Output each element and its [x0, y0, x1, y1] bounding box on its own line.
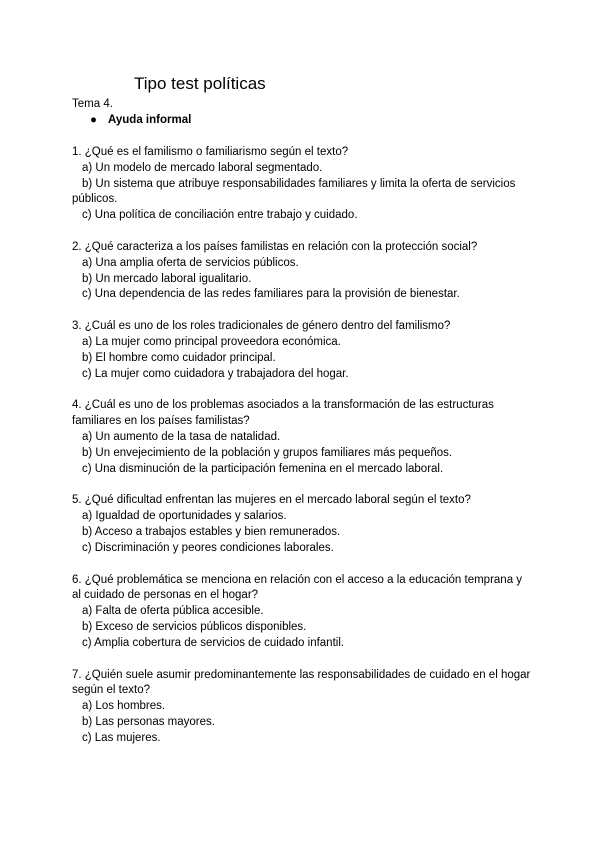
bullet-icon: ●: [90, 114, 97, 126]
question-2: [72, 240, 532, 303]
option-c: c) Amplia cobertura de servicios de cuidado infantil.: [82, 636, 345, 649]
question-text: 1. ¿Qué es el familismo o familiarismo según el texto?: [72, 146, 349, 158]
question-text: 2. ¿Qué caracteriza a los países familistas en relación con la protección social?: [72, 240, 478, 253]
question-6: [72, 573, 532, 652]
option-b: b) Acceso a trabajos estables y bien remunerados.: [82, 525, 341, 538]
option-c: c) La mujer como cuidadora y trabajadora del hogar.: [82, 367, 349, 380]
option-a: a) Un modelo de mercado laboral segmentado.: [82, 161, 323, 174]
option-c: c) Las mujeres.: [82, 731, 161, 744]
question-5: [72, 493, 532, 556]
question-4: [72, 398, 532, 477]
question-1: [72, 145, 532, 224]
option-b: b) Un sistema que atribuye responsabilidades familiares y limita la oferta de servicios públicos.: [72, 177, 516, 206]
topic-label: Tema 4.: [72, 98, 113, 110]
option-b: b) Un mercado laboral igualitario.: [82, 272, 252, 285]
bullet-item: [90, 112, 191, 128]
question-text: 7. ¿Quién suele asumir predominantemente las responsabilidades de cuidado en el hogar según el texto?: [72, 668, 531, 697]
option-c: c) Una dependencia de las redes familiares para la provisión de bienestar.: [82, 288, 460, 301]
option-a: a) Una amplia oferta de servicios públicos.: [82, 256, 299, 269]
option-a: a) Los hombres.: [82, 700, 166, 713]
question-7: [72, 668, 532, 747]
option-a: a) Falta de oferta pública accesible.: [82, 605, 264, 618]
question-text: 5. ¿Qué dificultad enfrentan las mujeres en el mercado laboral según el texto?: [72, 494, 471, 507]
question-text: 3. ¿Cuál es uno de los roles tradicionales de género dentro del familismo?: [72, 320, 451, 333]
option-b: b) Las personas mayores.: [82, 715, 215, 728]
option-b: b) El hombre como cuidador principal.: [82, 351, 276, 364]
option-c: c) Discriminación y peores condiciones laborales.: [82, 541, 334, 554]
document-title: Tipo test políticas: [134, 74, 266, 93]
option-b: b) Exceso de servicios públicos disponibles.: [82, 620, 307, 633]
question-text: 4. ¿Cuál es uno de los problemas asociados a la transformación de las estructuras familiares en los países familistas?: [72, 399, 494, 428]
question-text: 6. ¿Qué problemática se menciona en relación con el acceso a la educación temprana y al cuidado de personas en el hogar?: [72, 573, 523, 602]
option-b: b) Un envejecimiento de la población y grupos familiares más pequeños.: [82, 446, 453, 459]
question-list: [72, 145, 532, 763]
option-a: a) Igualdad de oportunidades y salarios.: [82, 510, 287, 523]
question-3: [72, 319, 532, 382]
option-a: a) La mujer como principal proveedora económica.: [82, 335, 341, 348]
option-c: c) Una disminución de la participación femenina en el mercado laboral.: [82, 462, 444, 475]
option-c: c) Una política de conciliación entre trabajo y cuidado.: [82, 209, 358, 222]
bullet-label: Ayuda informal: [108, 114, 192, 126]
option-a: a) Un aumento de la tasa de natalidad.: [82, 430, 281, 443]
